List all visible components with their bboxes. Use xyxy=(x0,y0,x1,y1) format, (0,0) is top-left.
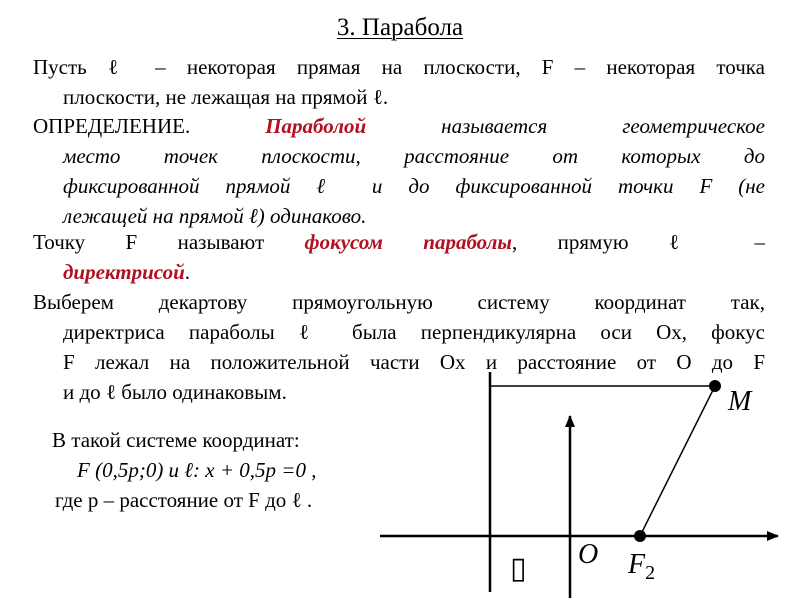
setup-line-2: плоскости, не лежащая на прямой ℓ. xyxy=(63,85,389,109)
term-parabola: Параболой xyxy=(265,114,367,138)
term-focus: фокусом параболы xyxy=(304,230,513,254)
coord-line-3: F лежал на положительной части Ox и расстояние от O до F xyxy=(63,350,765,374)
definition-line-4: лежащей на прямой ℓ) одинаково. xyxy=(63,204,367,228)
placeholder-glyph: ▯ xyxy=(510,551,527,586)
focus-line-2: директрисой. xyxy=(63,260,191,284)
point-m-label: M xyxy=(728,386,752,417)
page-title: 3. Парабола xyxy=(336,14,464,41)
term-directrix: директрисой xyxy=(63,260,185,284)
definition-line-1: ОПРЕДЕЛЕНИЕ. Параболой называется геометрическое xyxy=(33,114,766,138)
system-line-2: F (0,5p;0) и ℓ: x + 0,5p =0 , xyxy=(77,458,317,482)
coord-line-4: и до ℓ было одинаковым. xyxy=(63,380,287,404)
origin-label: O xyxy=(578,539,599,570)
focus-line-1: Точку F называют фокусом параболы, прямую ℓ – xyxy=(33,230,765,254)
definition-line-2: место точек плоскости, расстояние от которых до xyxy=(63,144,765,168)
system-line-1: В такой системе координат: xyxy=(52,428,300,452)
focus-point xyxy=(634,530,646,542)
coord-line-1: Выберем декартову прямоугольную систему координат так, xyxy=(33,290,765,314)
coord-line-2: директриса параболы ℓ была перпендикулярна оси Ox, фокус xyxy=(63,320,765,344)
system-line-3: где p – расстояние от F до ℓ . xyxy=(55,488,313,512)
focus-label: $F_2$ xyxy=(628,549,656,584)
definition-line-3: фиксированной прямой ℓ и до фиксированной точки F (не xyxy=(63,174,765,198)
point-m xyxy=(709,380,721,392)
focus-to-m-segment xyxy=(640,386,715,536)
setup-line-1: Пусть ℓ – некоторая прямая на плоскости, F – некоторая точка xyxy=(33,55,765,79)
